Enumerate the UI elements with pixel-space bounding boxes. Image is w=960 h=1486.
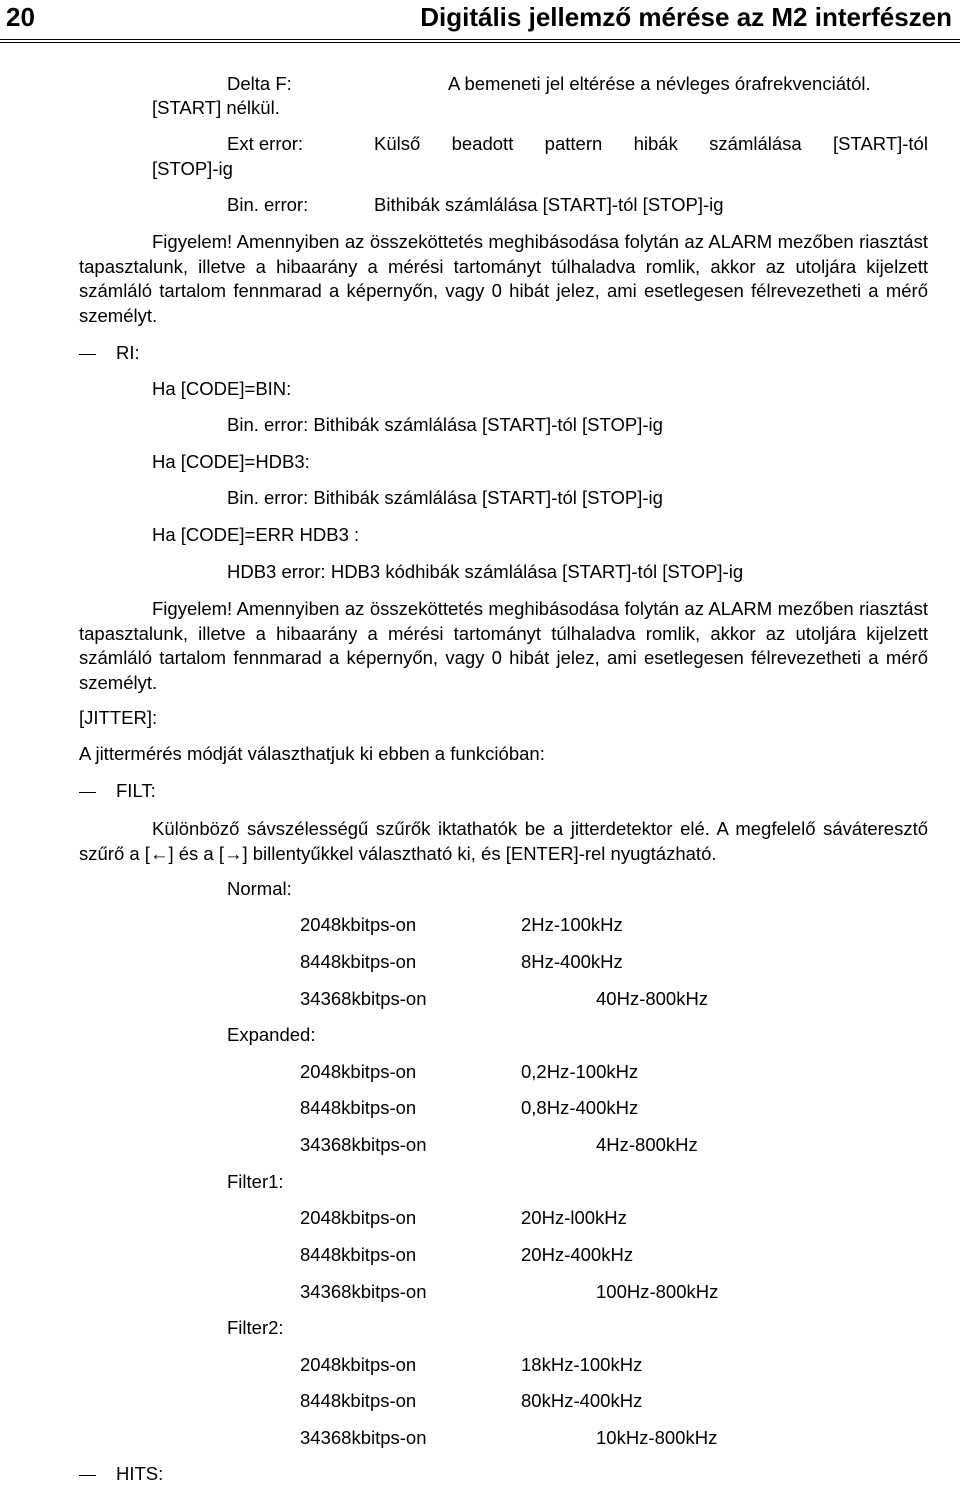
header-rule — [0, 39, 960, 43]
code-bin-label: Ha [CODE]=BIN: — [152, 378, 292, 399]
code-hdb3-label: Ha [CODE]=HDB3: — [152, 451, 310, 472]
bandwidth-cell: 10kHz-800kHz — [596, 1427, 718, 1448]
filt-description: Különböző sávszélességű szűrők iktathatók be a jitterdetektor elé. A megfelelő sáváteresztő szűrő a [←] és a [→] billentyűkkel választható ki, és [ENTER]-rel nyugtázható. — [79, 818, 928, 864]
ext-error-word: Külső — [374, 133, 421, 154]
ext-error-word: hibák — [633, 133, 678, 154]
jitter-intro: A jittermérés módját választhatjuk ki ebben a funkcióban: — [79, 743, 545, 764]
bitrate-cell: 34368kbitps-on — [300, 1427, 427, 1448]
bin-error-desc: Bithibák számlálása [START]-tól [STOP]-ig — [374, 194, 724, 215]
bandwidth-cell: 8Hz-400kHz — [521, 951, 623, 972]
ext-error-label: Ext error: — [227, 133, 304, 154]
page-title: Digitális jellemző mérése az M2 interfészen — [420, 2, 952, 32]
bullet-dash — [79, 354, 96, 355]
bitrate-cell: 8448kbitps-on — [300, 1244, 417, 1265]
bandwidth-cell: 100Hz-800kHz — [596, 1281, 719, 1302]
delta-f-label: Delta F: — [227, 73, 292, 94]
bandwidth-cell: 4Hz-800kHz — [596, 1134, 698, 1155]
code-err-hdb3-desc: HDB3 error: HDB3 kódhibák számlálása [START]-tól [STOP]-ig — [227, 561, 744, 582]
delta-f-cont: [START] nélkül. — [152, 97, 280, 118]
jitter-heading: [JITTER]: — [79, 707, 158, 728]
code-hdb3-desc: Bin. error: Bithibák számlálása [START]-tól [STOP]-ig — [227, 487, 663, 508]
ext-error-word: [START]-tól — [833, 133, 928, 154]
bandwidth-cell: 2Hz-100kHz — [521, 914, 623, 935]
warning-paragraph: Figyelem! Amennyiben az összeköttetés meghibásodása folytán az ALARM mezőben riasztást tapasztalunk, illetve a hibaarány a mérési tartományt túlhaladva romlik, akkor az utoljára kijelzett számláló tartalom fennmarad a képernyőn, vagy 0 hibát jelez, ami esetlegesen félrevezetheti a mérő személyt. — [79, 231, 928, 326]
bullet-dash — [79, 792, 96, 793]
bandwidth-cell: 40Hz-800kHz — [596, 988, 709, 1009]
bandwidth-cell: 18kHz-100kHz — [521, 1354, 643, 1375]
filt-label: FILT: — [116, 780, 156, 801]
bitrate-cell: 8448kbitps-on — [300, 1097, 417, 1118]
bandwidth-cell: 20Hz-l00kHz — [521, 1207, 627, 1228]
bitrate-cell: 2048kbitps-on — [300, 1061, 417, 1082]
filter-group-name: Normal: — [227, 878, 292, 899]
bitrate-cell: 2048kbitps-on — [300, 1354, 417, 1375]
bandwidth-cell: 0,8Hz-400kHz — [521, 1097, 639, 1118]
ext-error-desc — [374, 133, 928, 155]
filter-group-name: Expanded: — [227, 1024, 316, 1045]
filter-group-name: Filter1: — [227, 1171, 284, 1192]
bitrate-cell: 8448kbitps-on — [300, 951, 417, 972]
delta-f-desc: A bemeneti jel eltérése a névleges órafrekvenciától. — [448, 73, 871, 94]
rl-label: RI: — [116, 342, 140, 363]
bandwidth-cell: 20Hz-400kHz — [521, 1244, 634, 1265]
code-bin-desc: Bin. error: Bithibák számlálása [START]-tól [STOP]-ig — [227, 414, 663, 435]
ext-error-word: számlálása — [709, 133, 802, 154]
bitrate-cell: 2048kbitps-on — [300, 1207, 417, 1228]
ext-error-word: pattern — [544, 133, 603, 154]
bitrate-cell: 2048kbitps-on — [300, 914, 417, 935]
ext-error-cont: [STOP]-ig — [152, 158, 233, 179]
bullet-dash — [79, 1475, 96, 1476]
filter-group-name: Filter2: — [227, 1317, 284, 1338]
ext-error-word: beadott — [451, 133, 514, 154]
bitrate-cell: 34368kbitps-on — [300, 1281, 427, 1302]
bitrate-cell: 34368kbitps-on — [300, 1134, 427, 1155]
bitrate-cell: 8448kbitps-on — [300, 1390, 417, 1411]
bin-error-label: Bin. error: — [227, 194, 309, 215]
bandwidth-cell: 80kHz-400kHz — [521, 1390, 643, 1411]
warning-paragraph: Figyelem! Amennyiben az összeköttetés meghibásodása folytán az ALARM mezőben riasztást tapasztalunk, illetve a hibaarány a mérési tartományt túlhaladva romlik, akkor az utoljára kijelzett számláló tartalom fennmarad a képernyőn, vagy 0 hibát jelez, ami esetlegesen félrevezetheti a mérő személyt. — [79, 598, 928, 693]
page-number: 20 — [6, 2, 35, 32]
hits-label: HITS: — [116, 1463, 164, 1484]
bandwidth-cell: 0,2Hz-100kHz — [521, 1061, 639, 1082]
bitrate-cell: 34368kbitps-on — [300, 988, 427, 1009]
code-err-hdb3-label: Ha [CODE]=ERR HDB3 : — [152, 524, 360, 545]
